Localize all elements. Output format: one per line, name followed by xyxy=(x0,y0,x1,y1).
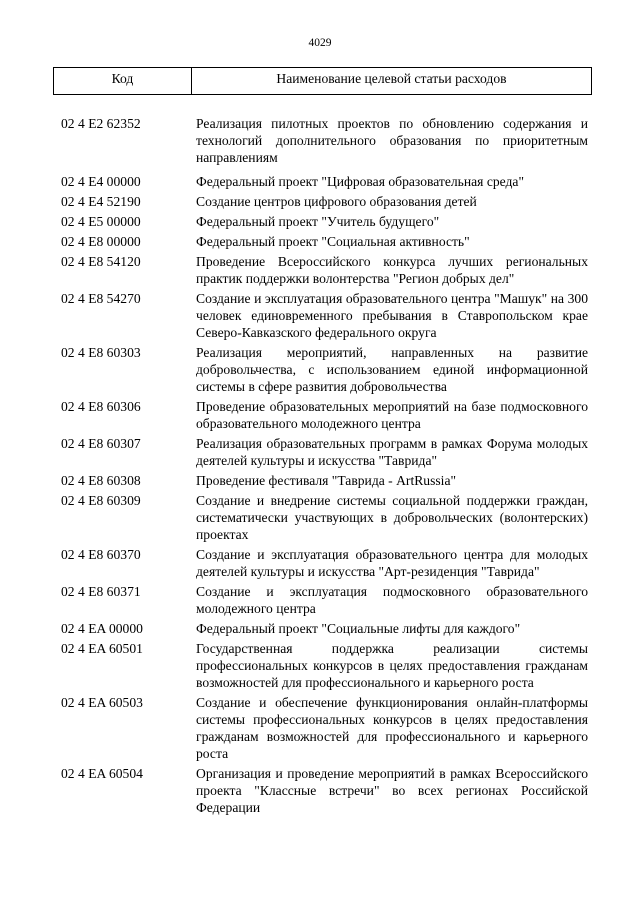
item-code: 02 4 E8 60309 xyxy=(61,492,141,508)
item-code: 02 4 E8 60303 xyxy=(61,344,141,360)
header-code: Код xyxy=(54,68,192,94)
item-name: Организация и проведение мероприятий в рамках Всероссийского проекта "Классные встречи" во всех регионах Российской Федерации xyxy=(196,765,588,815)
item-name: Создание и эксплуатация подмосковного образовательного молодежного центра xyxy=(196,583,588,616)
item-name: Реализация образовательных программ в рамках Форума молодых деятелей культуры и искусства "Таврида" xyxy=(196,435,588,468)
item-code: 02 4 E8 00000 xyxy=(61,233,141,249)
item-name: Создание и внедрение системы социальной поддержки граждан, систематически участвующих в добровольческих (волонтерских) проектах xyxy=(196,492,588,542)
item-name: Проведение Всероссийского конкурса лучших региональных практик поддержки волонтерства "Регион добрых дел" xyxy=(196,253,588,286)
page-number: 4029 xyxy=(308,37,332,49)
item-name: Создание и обеспечение функционирования онлайн-платформы системы профессиональных конкурсов в целях предоставления гражданам возможностей для профессионального и карьерного роста xyxy=(196,694,588,761)
table-row xyxy=(61,546,588,580)
table-row xyxy=(61,694,588,762)
table-row xyxy=(61,583,588,617)
table-row xyxy=(61,398,588,432)
table-row xyxy=(61,213,588,230)
table-row xyxy=(61,173,588,190)
table-row xyxy=(61,472,588,489)
item-code: 02 4 E8 54270 xyxy=(61,290,141,306)
item-name: Реализация пилотных проектов по обновлению содержания и технологий дополнительного образования по приоритетным направлениям xyxy=(196,116,588,165)
table-row xyxy=(61,765,588,816)
table-row xyxy=(61,620,588,637)
item-code: 02 4 EA 00000 xyxy=(61,620,143,636)
item-code: 02 4 EA 60504 xyxy=(61,765,143,781)
table-row xyxy=(61,640,588,691)
item-code: 02 4 E8 60308 xyxy=(61,472,141,488)
item-code: 02 4 E8 60370 xyxy=(61,546,141,562)
table-header xyxy=(53,67,592,95)
item-name: Государственная поддержка реализации системы профессиональных конкурсов в целях предоставления гражданам возможностей для профессионального и карьерного роста xyxy=(196,640,588,690)
table-row xyxy=(61,253,588,287)
table-row xyxy=(61,435,588,469)
item-name: Создание центров цифрового образования детей xyxy=(196,193,477,209)
expense-items-list xyxy=(61,115,588,816)
item-name: Федеральный проект "Социальные лифты для каждого" xyxy=(196,620,521,636)
item-code: 02 4 E4 52190 xyxy=(61,193,141,209)
item-name: Проведение фестиваля "Таврида - ArtRussia" xyxy=(196,472,457,488)
table-row xyxy=(61,290,588,341)
header-name: Наименование целевой статьи расходов xyxy=(276,71,507,86)
item-name: Реализация мероприятий, направленных на развитие добровольчества, с использованием единой информационной системы в сфере развития добровольчества xyxy=(196,344,588,394)
item-name: Создание и эксплуатация образовательного центра для молодых деятелей культуры и искусства "Арт-резиденция "Таврида" xyxy=(196,546,588,579)
item-code: 02 4 EA 60503 xyxy=(61,694,143,710)
item-name: Федеральный проект "Социальная активность" xyxy=(196,233,470,249)
item-code: 02 4 E4 00000 xyxy=(61,173,141,189)
item-code: 02 4 E8 54120 xyxy=(61,253,141,269)
table-row xyxy=(61,344,588,395)
table-row xyxy=(61,233,588,250)
table-row xyxy=(61,492,588,543)
item-code: 02 4 E5 00000 xyxy=(61,213,141,229)
item-name: Проведение образовательных мероприятий на базе подмосковного образовательного молодежного центра xyxy=(196,398,588,431)
table-row xyxy=(61,193,588,210)
item-name: Создание и эксплуатация образовательного центра "Машук" на 300 человек единовременного пребывания в Ставропольском крае Северо-Кавказского федерального округа xyxy=(196,290,588,340)
item-code: 02 4 EA 60501 xyxy=(61,640,143,656)
item-code: 02 4 E8 60306 xyxy=(61,398,141,414)
item-code: 02 4 E8 60307 xyxy=(61,435,141,451)
table-row xyxy=(61,115,588,166)
item-code: 02 4 E2 62352 xyxy=(61,116,141,131)
item-code: 02 4 E8 60371 xyxy=(61,583,141,599)
item-name: Федеральный проект "Учитель будущего" xyxy=(196,213,440,229)
item-name: Федеральный проект "Цифровая образовательная среда" xyxy=(196,173,525,189)
